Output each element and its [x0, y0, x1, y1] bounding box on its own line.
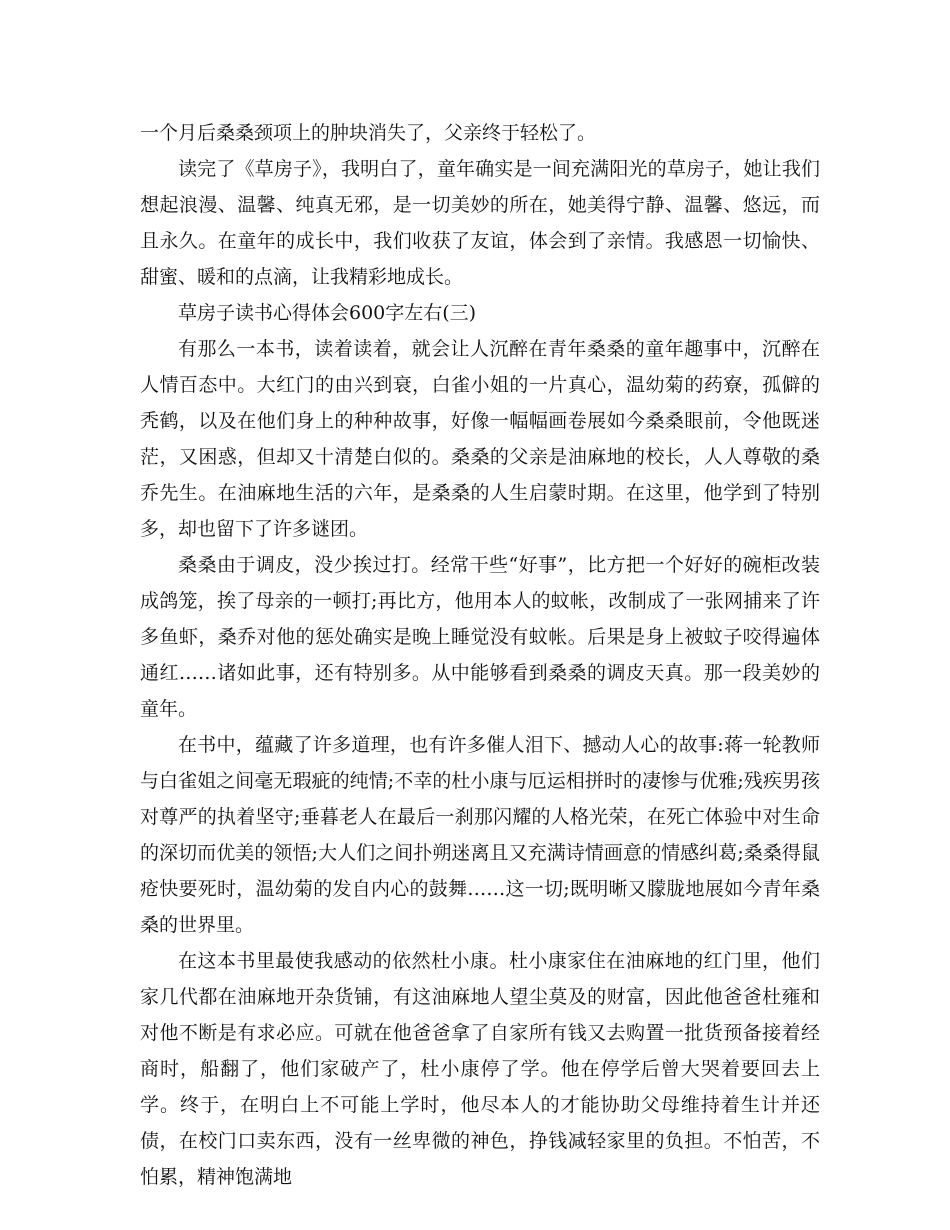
- paragraph-2: 读完了《草房子》，我明白了，童年确实是一间充满阳光的草房子，她让我们想起浪漫、温馨、纯真无邪，是一切美妙的所在，她美得宁静、温馨、悠远，而且永久。在童年的成长中，我们收获了友谊，体会到了亲情。我感恩一切愉快、甜蜜、暖和的点滴，让我精彩地成长。: [140, 158, 820, 288]
- paragraph-7: 在这本书里最使我感动的依然杜小康。杜小康家住在油麻地的红门里，他们家几代都在油麻地开杂货铺，有这油麻地人望尘莫及的财富，因此他爸爸杜雍和对他不断是有求必应。可就在他爸爸拿了自家所有钱又去购置一批货预备接着经商时，船翻了，他们家破产了，杜小康停了学。他在停学后曾大哭着要回去上学。终于，在明白上不可能上学时，他尽本人的才能协助父母维持着生计并还债，在校门口卖东西，没有一丝卑微的神色，挣钱减轻家里的负担。不怕苦，不怕累，精神饱满地: [140, 950, 820, 1188]
- paragraph-6: 在书中，蕴藏了许多道理，也有许多催人泪下、撼动人心的故事:蒋一轮教师与白雀姐之间毫无瑕疵的纯情;不幸的杜小康与厄运相拼时的凄惨与优雅;残疾男孩对尊严的执着坚守;垂暮老人在最后一刹那闪耀的人格光荣，在死亡体验中对生命的深切而优美的领悟;大人们之间扑朔迷离且又充满诗情画意的情感纠葛;桑桑得鼠疮快要死时，温幼菊的发自内心的鼓舞……这一切;既明晰又朦胧地展如今青年桑桑的世界里。: [140, 734, 820, 936]
- paragraph-1: 一个月后桑桑颈项上的肿块消失了，父亲终于轻松了。: [140, 122, 597, 144]
- paragraph-5: 桑桑由于调皮，没少挨过打。经常干些“好事”，比方把一个好好的碗柜改装成鸽笼，挨了母亲的一顿打;再比方，他用本人的蚊帐，改制成了一张网捕来了许多鱼虾，桑乔对他的惩处确实是晚上睡觉没有蚊帐。后果是身上被蚊子咬得遍体通红……诸如此事，还有特别多。从中能够看到桑桑的调皮天真。那一段美妙的童年。: [140, 554, 820, 720]
- document-page: [140, 115, 820, 1195]
- section-heading: 草房子读书心得体会600字左右(三): [178, 302, 477, 324]
- paragraph-4: 有那么一本书，读着读着，就会让人沉醉在青年桑桑的童年趣事中，沉醉在人情百态中。大红门的由兴到衰，白雀小姐的一片真心，温幼菊的药寮，孤僻的秃鹤，以及在他们身上的种种故事，好像一幅幅画卷展如今桑桑眼前，令他既迷茫，又困惑，但却又十清楚白似的。桑桑的父亲是油麻地的校长，人人尊敬的桑乔先生。在油麻地生活的六年，是桑桑的人生启蒙时期。在这里，他学到了特别多，却也留下了许多谜团。: [140, 338, 820, 540]
